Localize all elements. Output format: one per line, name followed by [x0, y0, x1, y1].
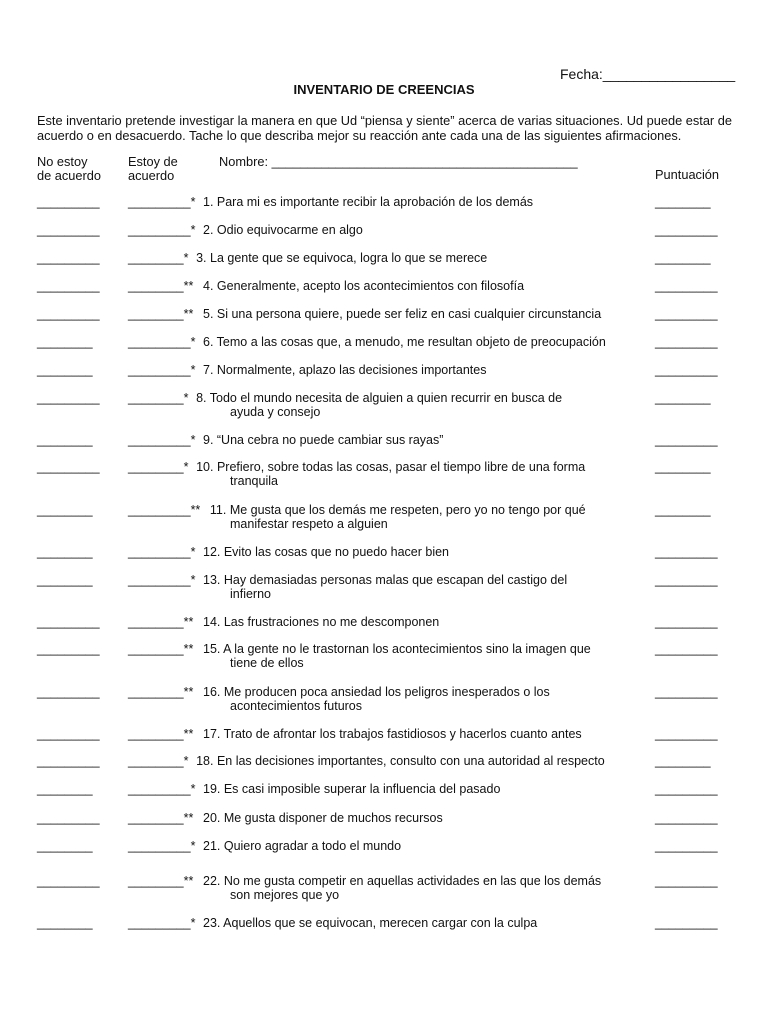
agree-blank[interactable]: ________**	[128, 727, 194, 741]
disagree-blank[interactable]: ________	[37, 503, 93, 517]
disagree-blank[interactable]: _________	[37, 615, 100, 629]
score-blank[interactable]: _________	[655, 279, 718, 293]
statement-text: 18. En las decisiones importantes, consulto con una autoridad al respecto	[196, 754, 605, 768]
disagree-blank[interactable]: ________	[37, 545, 93, 559]
agree-blank[interactable]: _________*	[128, 363, 196, 377]
statement-text: 17. Trato de afrontar los trabajos fastidiosos y hacerlos cuanto antes	[203, 727, 582, 741]
statement-text: 12. Evito las cosas que no puedo hacer bien	[203, 545, 450, 559]
statement-text: 11. Me gusta que los demás me respeten, pero yo no tengo por qué	[209, 503, 586, 517]
agree-blank[interactable]: ________**	[128, 642, 194, 656]
score-blank[interactable]: _________	[655, 335, 718, 349]
disagree-blank[interactable]: _________	[37, 223, 100, 237]
statement-text: 3. La gente que se equivoca, logra lo que se merece	[196, 251, 488, 265]
score-blank[interactable]: ________	[655, 195, 711, 209]
agree-blank[interactable]: _________*	[128, 573, 196, 587]
agree-blank[interactable]: ________**	[128, 874, 194, 888]
intro-paragraph: Este inventario pretende investigar la manera en que Ud “piensa y siente” acerca de varias situaciones. Ud puede estar de acuerdo o en desacuerdo. Tache lo que describa mejor su reacción ante cada una de las siguientes afirmaciones.	[37, 113, 732, 143]
header-no-estoy	[37, 155, 101, 183]
disagree-blank[interactable]: _________	[37, 874, 100, 888]
statement-text: 22. No me gusta competir en aquellas actividades en las que los demás	[203, 874, 602, 888]
statement-text: 15. A la gente no le trastornan los acontecimientos sino la imagen que	[203, 642, 591, 656]
header-no-estoy-line1: No estoy	[37, 154, 88, 169]
statement-text-continued: manifestar respeto a alguien	[230, 517, 388, 531]
score-blank[interactable]: ________	[655, 460, 711, 474]
agree-blank[interactable]: _________*	[128, 195, 196, 209]
statement-text-continued: tranquila	[230, 474, 278, 488]
header-no-estoy-line2: de acuerdo	[37, 168, 102, 183]
score-blank[interactable]: _________	[655, 839, 718, 853]
disagree-blank[interactable]: _________	[37, 460, 100, 474]
disagree-blank[interactable]: _________	[37, 251, 100, 265]
score-blank[interactable]: _________	[655, 727, 718, 741]
statement-text: 14. Las frustraciones no me descomponen	[203, 615, 440, 629]
agree-blank[interactable]: _________**	[128, 503, 201, 517]
agree-blank[interactable]: ________**	[128, 811, 194, 825]
score-blank[interactable]: _________	[655, 307, 718, 321]
statement-text: 6. Temo a las cosas que, a menudo, me resultan objeto de preocupación	[203, 335, 606, 349]
statement-text: 8. Todo el mundo necesita de alguien a quien recurrir en busca de	[196, 391, 563, 405]
statement-text: 10. Prefiero, sobre todas las cosas, pasar el tiempo libre de una forma	[196, 460, 586, 474]
disagree-blank[interactable]: _________	[37, 811, 100, 825]
agree-blank[interactable]: ________*	[128, 391, 189, 405]
statement-text: 9. “Una cebra no puede cambiar sus rayas”	[203, 433, 444, 447]
disagree-blank[interactable]: ________	[37, 916, 93, 930]
statement-text-continued: acontecimientos futuros	[230, 699, 363, 713]
name-field[interactable]: Nombre: ___________________________________________	[219, 154, 578, 169]
disagree-blank[interactable]: _________	[37, 391, 100, 405]
agree-blank[interactable]: ________**	[128, 307, 194, 321]
statement-text-continued: son mejores que yo	[230, 888, 340, 902]
agree-blank[interactable]: ________**	[128, 685, 194, 699]
disagree-blank[interactable]: ________	[37, 782, 93, 796]
score-blank[interactable]: _________	[655, 545, 718, 559]
statement-text: 4. Generalmente, acepto los acontecimientos con filosofía	[203, 279, 525, 293]
disagree-blank[interactable]: ________	[37, 335, 93, 349]
date-field[interactable]: Fecha:_________________	[560, 66, 736, 82]
score-blank[interactable]: _________	[655, 874, 718, 888]
agree-blank[interactable]: _________*	[128, 223, 196, 237]
agree-blank[interactable]: _________*	[128, 545, 196, 559]
statement-text: 16. Me producen poca ansiedad los peligros inesperados o los	[203, 685, 550, 699]
disagree-blank[interactable]: _________	[37, 307, 100, 321]
score-blank[interactable]: _________	[655, 916, 718, 930]
statement-text: 5. Si una persona quiere, puede ser feliz en casi cualquier circunstancia	[203, 307, 602, 321]
statement-text-continued: infierno	[230, 587, 271, 601]
agree-blank[interactable]: ________*	[128, 754, 189, 768]
score-blank[interactable]: _________	[655, 782, 718, 796]
statement-text: 2. Odio equivocarme en algo	[203, 223, 363, 237]
statement-text: 20. Me gusta disponer de muchos recursos	[203, 811, 443, 825]
agree-blank[interactable]: _________*	[128, 433, 196, 447]
disagree-blank[interactable]: ________	[37, 573, 93, 587]
header-estoy-line1: Estoy de	[128, 154, 178, 169]
disagree-blank[interactable]: _________	[37, 642, 100, 656]
statement-text: 21. Quiero agradar a todo el mundo	[203, 839, 402, 853]
score-blank[interactable]: ________	[655, 503, 711, 517]
score-blank[interactable]: ________	[655, 251, 711, 265]
disagree-blank[interactable]: _________	[37, 727, 100, 741]
agree-blank[interactable]: _________*	[128, 839, 196, 853]
agree-blank[interactable]: _________*	[128, 335, 196, 349]
agree-blank[interactable]: ________*	[128, 460, 189, 474]
score-blank[interactable]: _________	[655, 615, 718, 629]
score-blank[interactable]: ________	[655, 391, 711, 405]
score-blank[interactable]: _________	[655, 573, 718, 587]
document-title: INVENTARIO DE CREENCIAS	[293, 82, 475, 97]
statement-text-continued: tiene de ellos	[230, 656, 304, 670]
agree-blank[interactable]: ________**	[128, 279, 194, 293]
disagree-blank[interactable]: ________	[37, 433, 93, 447]
disagree-blank[interactable]: ________	[37, 839, 93, 853]
statement-text: 19. Es casi imposible superar la influencia del pasado	[203, 782, 501, 796]
disagree-blank[interactable]: _________	[37, 195, 100, 209]
statement-text: 13. Hay demasiadas personas malas que escapan del castigo del	[203, 573, 568, 587]
score-blank[interactable]: ________	[655, 754, 711, 768]
statement-text: 23. Aquellos que se equivocan, merecen cargar con la culpa	[203, 916, 538, 930]
header-puntuacion: Puntuación	[655, 167, 720, 182]
score-blank[interactable]: _________	[655, 363, 718, 377]
disagree-blank[interactable]: ________	[37, 363, 93, 377]
score-blank[interactable]: _________	[655, 642, 718, 656]
score-blank[interactable]: _________	[655, 223, 718, 237]
header-estoy	[128, 155, 178, 183]
header-estoy-line2: acuerdo	[128, 168, 175, 183]
disagree-blank[interactable]: _________	[37, 754, 100, 768]
agree-blank[interactable]: ________*	[128, 251, 189, 265]
statement-text: 1. Para mi es importante recibir la aprobación de los demás	[203, 195, 534, 209]
disagree-blank[interactable]: _________	[37, 685, 100, 699]
disagree-blank[interactable]: _________	[37, 279, 100, 293]
statement-text: 7. Normalmente, aplazo las decisiones importantes	[203, 363, 487, 377]
score-blank[interactable]: _________	[655, 685, 718, 699]
score-blank[interactable]: _________	[655, 433, 718, 447]
score-blank[interactable]: _________	[655, 811, 718, 825]
agree-blank[interactable]: _________*	[128, 916, 196, 930]
agree-blank[interactable]: ________**	[128, 615, 194, 629]
agree-blank[interactable]: _________*	[128, 782, 196, 796]
statement-text-continued: ayuda y consejo	[230, 405, 321, 419]
